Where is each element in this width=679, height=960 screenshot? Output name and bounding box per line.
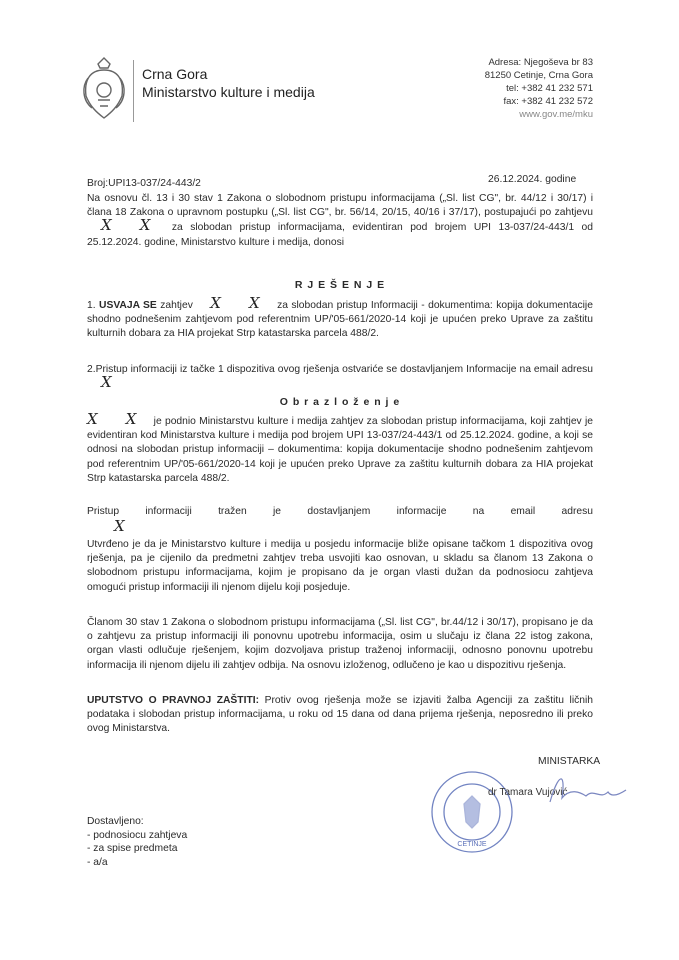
redaction-mark: X [87,410,98,428]
distribution-title: Dostavljeno: [87,816,144,827]
header-divider [133,60,134,122]
redaction-mark: X [101,216,112,235]
signatory-name: dr Tamara Vujović [488,787,568,798]
legal-remedy-paragraph [87,694,593,737]
distribution-item: - podnosiocu zahtjeva [87,829,188,841]
phone: tel: +382 41 232 571 [506,83,593,94]
reasoning-title-text: O b r a z l o ž e n j e [279,396,401,408]
redaction-mark: X [101,373,112,392]
distribution-item: - za spise predmeta [87,843,178,854]
reasoning-paragraph-4 [87,616,593,673]
document-date: 26.12.2024. godine [488,174,577,185]
reasoning-text: Članom 30 stav 1 Zakona o slobodnom pristupu informacijama („Sl. list CG", br.44/12 i 30/17), propisano je da o zahtjevu za pristup informaciji ili ponovnu upotrebu informacija, osim u slučaju iz člana 22 istog zakona, organ vlasti odlučuje rješenjem, kojim dozvoljava pristup traženoj informaciji, odnosno ponovnu upotrebu informacija ili njenom dijelu ili zahtjev odbija. Na osnovu izloženog, odlučeno je kao u dispozitivu rješenja. [87,617,593,671]
decision-title-text: R J E Š E N J E [294,279,386,291]
legal-remedy-text: Protiv ovog rješenja može se izjaviti žalba Agenciji za zaštitu ličnih podataka i slobodan pristup informacijama, u roku od 15 dana od dana prijema rješenja, neposredno ili preko ovog Ministarstva. [87,695,593,735]
intro-text: Na osnovu čl. 13 i 30 stav 1 Zakona o slobodnom pristupu informacijama („Sl. list CG", br. 44/12 i 30/17) i člana 18 Zakona o upravnom postupku („Sl. list CG", br. 56/14, 20/15, 40/16 i 37/17), postupajući po zahtjevu [87,193,593,219]
reasoning-text: Utvrđeno je da je Ministarstvo kulture i medija u posjedu informacije bliže opisane tačkom 1 dispozitiva ovog rješenja, pa je cijenilo da predmetni zahtjev treba usvojiti kao osnovan, u skladu sa članom 13 Zakona o slobodnom pristupu informacijama, kojim je propisano da je organ vlasti dužan da podnosiocu zahtjeva omogući pristup informaciji ili njenom dijelu koji posjeduje. [87,539,593,593]
redaction-mark: X [125,410,137,428]
svg-text:CETINJE: CETINJE [457,841,487,848]
item-bold: USVAJA SE [99,300,157,311]
official-stamp [430,770,514,854]
redacted-email [100,518,139,536]
redaction-mark: X [210,294,221,312]
address-line: 81250 Cetinje, Crna Gora [484,70,593,81]
decision-item-1 [87,294,593,342]
redaction-mark: X [248,294,260,312]
reasoning-paragraph-2 [87,505,593,519]
reasoning-paragraph-3 [87,538,593,595]
intro-paragraph [87,192,593,250]
redaction-mark: X [139,216,151,235]
reasoning-text: Pristup informaciji tražen je dostavljanjem informacije na email adresu [87,506,593,517]
item-text: za slobodan pristup Informaciji - dokumentima: kopija dokumentacije shodno podnešenim zahtjevom pod referentnim UP/'05-661/2020-14 koji je upućen preko Uprave za zaštitu kulturnih dobara za HIA projekat Strp katastarska parcela 488/2. [87,300,593,340]
document-number: Broj:UPI13-037/24-443/2 [87,178,201,189]
decision-title [87,279,593,291]
signatory-title: MINISTARKA [538,756,601,767]
reasoning-paragraph-1 [87,410,593,486]
address-block [485,56,593,121]
country-name: Crna Gora [142,66,208,82]
reasoning-text: je podnio Ministarstvu kulture i medija zahtjev za slobodan pristup informacijama, koji zahtjev je evidentiran kod Ministarstva kulture i medija pod brojem UPI 13-037/24-443/1 od 25.12.2024. godine, a koji se odnosi na slobodan pristup informaciji – dokumentima: kopija dokumentacije shodno podnešenim zahtjevom pod referentnim UP/'05-661/2020-14 koji je upućen preko Uprave za zaštitu kulturnih dobara za HIA projekat Strp katastarska parcela 488/2. [87,416,593,484]
redaction-mark: X [114,517,125,535]
distribution-list [87,815,187,869]
intro-text: za slobodan pristup informacijama, evidentiran pod brojem UPI 13-037/24-443/1 od 25.12.2024. godine, Ministarstvo kulture i medija, donosi [87,222,593,248]
signature-icon [540,768,630,808]
website-link[interactable]: www.gov.me/mku [519,109,593,120]
distribution-item: - a/a [87,856,108,868]
ministry-name: Ministarstvo kulture i medija [142,84,315,100]
coat-of-arms-logo [80,56,128,122]
reasoning-title [87,396,593,408]
legal-remedy-heading: UPUTSTVO O PRAVNOJ ZAŠTITI: [87,695,260,706]
fax: fax: +382 41 232 572 [503,96,593,107]
item-text: zahtjev [160,300,193,311]
item-text: 2.Pristup informaciji iz tačke 1 dispozitiva ovog rješenja ostvariće se dostavljanjem Informacije na email adresu [87,364,593,375]
decision-item-2 [87,363,593,392]
item-number: 1. [87,300,96,311]
address-line: Adresa: Njegoševa br 83 [488,57,593,68]
